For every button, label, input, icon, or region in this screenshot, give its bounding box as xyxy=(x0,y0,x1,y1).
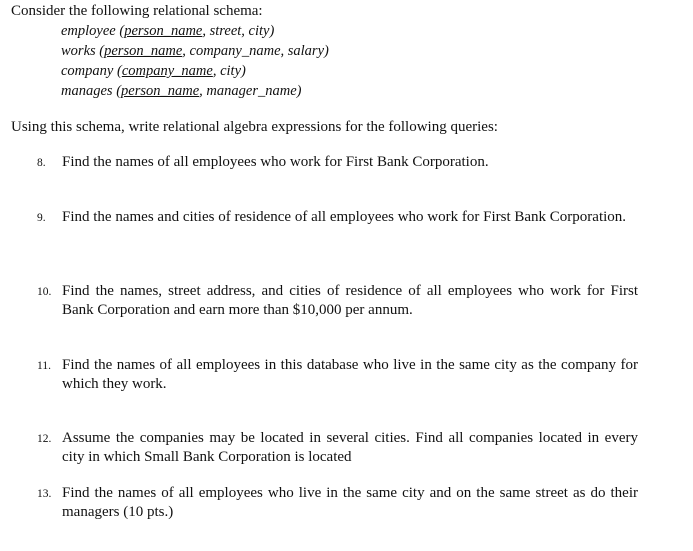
relation-attributes: , city) xyxy=(212,63,246,79)
primary-key: person_name xyxy=(121,83,200,99)
relation-attributes: , company_name, salary) xyxy=(182,43,329,59)
schema-company: company (company_name, city) xyxy=(61,63,246,79)
question-number: 13. xyxy=(37,488,52,500)
primary-key: person_name xyxy=(124,23,203,39)
relation-attributes: , street, city) xyxy=(202,23,275,39)
relation-name: employee xyxy=(61,23,116,39)
relation-name: works xyxy=(61,43,96,59)
question-number: 9. xyxy=(37,212,46,224)
question-number: 12. xyxy=(37,433,52,445)
question-number: 8. xyxy=(37,157,46,169)
primary-key: company_name xyxy=(121,63,213,79)
relation-name: company xyxy=(61,63,114,79)
question-number: 10. xyxy=(37,286,52,298)
schema-manages: manages (person_name, manager_name) xyxy=(61,83,302,99)
primary-key: person_name xyxy=(104,43,183,59)
schema-works: works (person_name, company_name, salary) xyxy=(61,43,329,59)
question-text: Assume the companies may be located in several cities. Find all companies located in every city in which Small Bank Corporation is located xyxy=(62,430,638,465)
question-text: Find the names of all employees who work for First Bank Corporation. xyxy=(62,154,489,170)
instruction-text: Using this schema, write relational algebra expressions for the following queries: xyxy=(11,119,498,135)
question-number: 11. xyxy=(37,360,51,372)
schema-list xyxy=(61,21,329,101)
question-text: Find the names of all employees who live in the same city and on the same street as do their managers (10 pts.) xyxy=(62,485,638,520)
question-text: Find the names, street address, and cities of residence of all employees who work for First Bank Corporation and earn more than $10,000 per annum. xyxy=(62,283,638,318)
relation-attributes: , manager_name) xyxy=(199,83,302,99)
question-text: Find the names and cities of residence of all employees who work for First Bank Corporation. xyxy=(62,209,627,225)
schema-employee: employee (person_name, street, city) xyxy=(61,23,275,39)
question-text: Find the names of all employees in this database who live in the same city as the company for which they work. xyxy=(62,357,638,392)
intro-text: Consider the following relational schema: xyxy=(11,3,263,19)
relation-name: manages xyxy=(61,83,113,99)
